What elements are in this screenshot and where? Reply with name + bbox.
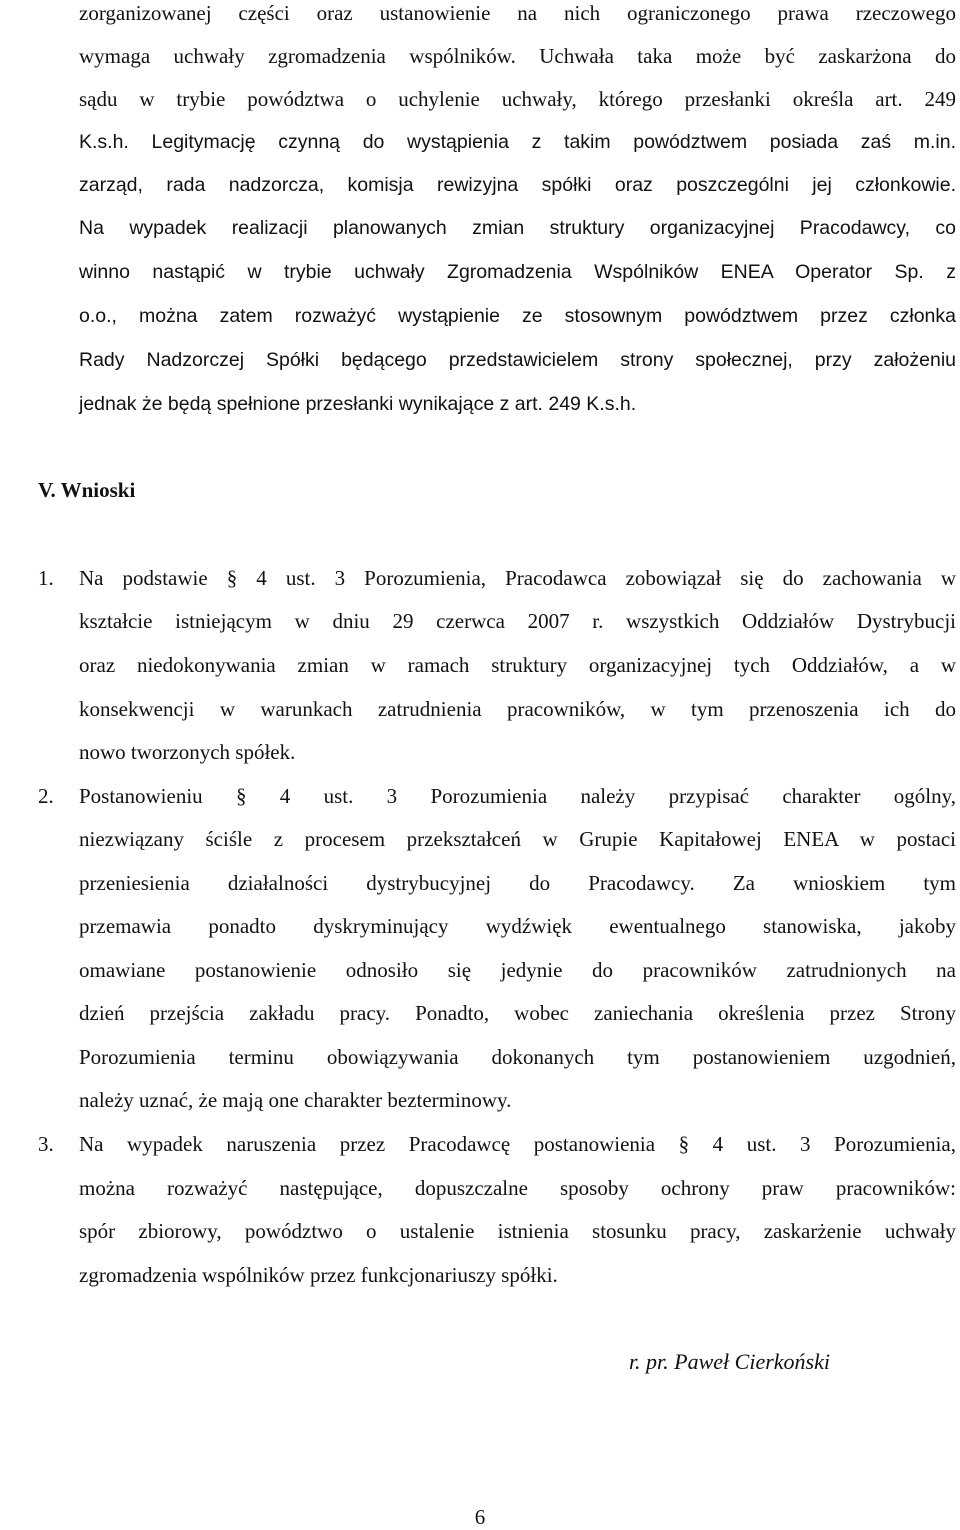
list-item-line: oraz niedokonywania zmian w ramach struktury organizacyjnej tych Oddziałów, a w (79, 653, 956, 677)
paragraph-line: K.s.h. Legitymację czynną do wystąpienia z takim powództwem posiada zaś m.in. (79, 131, 956, 153)
paragraph-line: zarząd, rada nadzorcza, komisja rewizyjna spółki oraz poszczególni jej członkowie. (79, 174, 956, 196)
list-item-line: Postanowieniu § 4 ust. 3 Porozumienia należy przypisać charakter ogólny, (79, 784, 956, 808)
list-item-line: należy uznać, że mają one charakter bezterminowy. (79, 1088, 512, 1112)
paragraph-line: winno nastąpić w trybie uchwały Zgromadzenia Wspólników ENEA Operator Sp. z (79, 261, 956, 283)
section-heading: V. Wnioski (38, 478, 136, 502)
paragraph-line: o.o., można zatem rozważyć wystąpienie ze stosownym powództwem przez członka (79, 305, 956, 327)
list-item-line: Na wypadek naruszenia przez Pracodawcę postanowienia § 4 ust. 3 Porozumienia, (79, 1132, 956, 1156)
list-item-line: Porozumienia terminu obowiązywania dokonanych tym postanowieniem uzgodnień, (79, 1045, 956, 1069)
list-number: 1. (38, 566, 54, 590)
list-item-line: zgromadzenia wspólników przez funkcjonariuszy spółki. (79, 1263, 558, 1287)
paragraph-line: Na wypadek realizacji planowanych zmian struktury organizacyjnej Pracodawcy, co (79, 217, 956, 239)
paragraph-line: jednak że będą spełnione przesłanki wynikające z art. 249 K.s.h. (79, 393, 637, 415)
paragraph-line: wymaga uchwały zgromadzenia wspólników. Uchwała taka może być zaskarżona do (79, 44, 956, 68)
list-item-line: Na podstawie § 4 ust. 3 Porozumienia, Pracodawca zobowiązał się do zachowania w (79, 566, 956, 590)
list-item-line: omawiane postanowienie odnosiło się jedynie do pracowników zatrudnionych na (79, 958, 956, 982)
list-item-line: dzień przejścia zakładu pracy. Ponadto, wobec zaniechania określenia przez Strony (79, 1001, 956, 1025)
list-number: 3. (38, 1132, 54, 1156)
list-item-line: można rozważyć następujące, dopuszczalne sposoby ochrony praw pracowników: (79, 1176, 956, 1200)
list-item-line: konsekwencji w warunkach zatrudnienia pracowników, w tym przenoszenia ich do (79, 697, 956, 721)
list-item-line: kształcie istniejącym w dniu 29 czerwca 2007 r. wszystkich Oddziałów Dystrybucji (79, 609, 956, 633)
list-number: 2. (38, 784, 54, 808)
paragraph-line: sądu w trybie powództwa o uchylenie uchwały, którego przesłanki określa art. 249 (79, 87, 956, 111)
list-item-line: przeniesienia działalności dystrybucyjnej do Pracodawcy. Za wnioskiem tym (79, 871, 956, 895)
list-item-line: niezwiązany ściśle z procesem przekształceń w Grupie Kapitałowej ENEA w postaci (79, 827, 956, 851)
list-item-line: nowo tworzonych spółek. (79, 740, 296, 764)
page-number: 6 (474, 1505, 486, 1529)
paragraph-line: Rady Nadzorczej Spółki będącego przedstawicielem strony społecznej, przy założeniu (79, 349, 956, 371)
list-item-line: spór zbiorowy, powództwo o ustalenie istnienia stosunku pracy, zaskarżenie uchwały (79, 1219, 956, 1243)
list-item-line: przemawia ponadto dyskryminujący wydźwięk ewentualnego stanowiska, jakoby (79, 914, 956, 938)
paragraph-line: zorganizowanej części oraz ustanowienie na nich ograniczonego prawa rzeczowego (79, 1, 956, 25)
signature: r. pr. Paweł Cierkoński (628, 1349, 830, 1374)
